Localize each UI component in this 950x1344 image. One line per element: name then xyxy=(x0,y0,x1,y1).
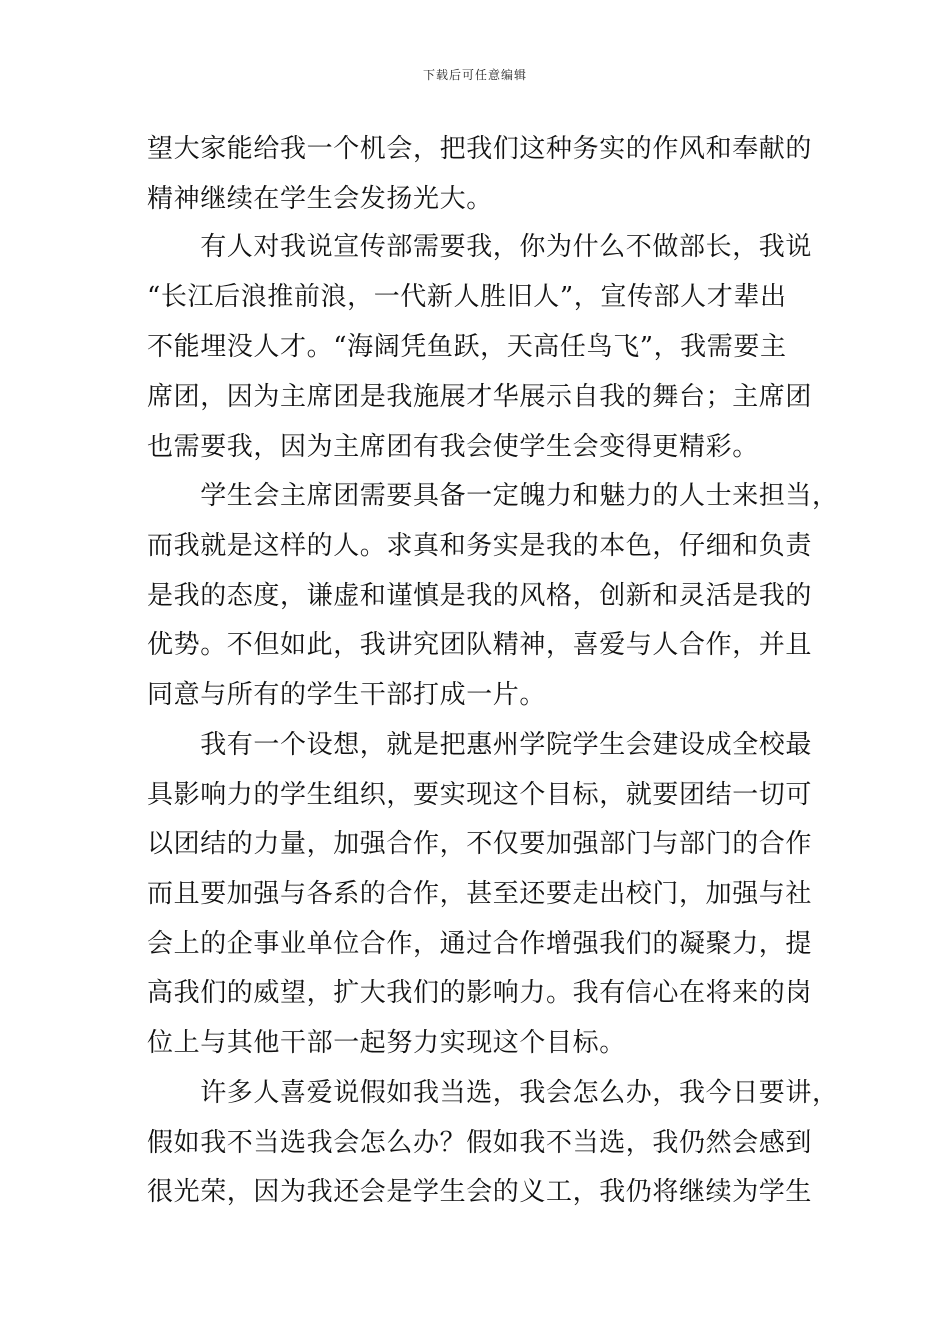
body-line: “长江后浪推前浪，一代新人胜旧人”，宣传部人才辈出 xyxy=(147,282,787,312)
body-line: 望大家能给我一个机会，把我们这种务实的作风和奉献的 xyxy=(147,134,813,164)
body-line: 位上与其他干部一起努力实现这个目标。 xyxy=(147,1028,626,1058)
body-line: 同意与所有的学生干部打成一片。 xyxy=(147,680,547,710)
body-line: 而我就是这样的人。求真和务实是我的本色，仔细和负责 xyxy=(147,531,813,561)
body-line: 是我的态度，谦虚和谨慎是我的风格，创新和灵活是我的 xyxy=(147,581,813,611)
body-line: 优势。不但如此，我讲究团队精神，喜爱与人合作，并且 xyxy=(147,630,813,660)
body-line: 高我们的威望，扩大我们的影响力。我有信心在将来的岗 xyxy=(147,978,813,1008)
body-line: 以团结的力量，加强合作，不仅要加强部门与部门的合作 xyxy=(147,829,813,859)
body-line: 具影响力的学生组织，要实现这个目标，就要团结一切可 xyxy=(147,780,813,810)
body-line: 会上的企事业单位合作，通过合作增强我们的凝聚力，提 xyxy=(147,929,813,959)
body-line: 有人对我说宣传部需要我，你为什么不做部长，我说 xyxy=(147,232,813,262)
body-line: 也需要我，因为主席团有我会使学生会变得更精彩。 xyxy=(147,432,759,462)
body-line: 假如我不当选我会怎么办？假如我不当选，我仍然会感到 xyxy=(147,1128,813,1158)
body-line: 很光荣，因为我还会是学生会的义工，我仍将继续为学生 xyxy=(147,1177,813,1207)
body-line: 而且要加强与各系的合作，甚至还要走出校门，加强与社 xyxy=(147,879,813,909)
body-line: 不能埋没人才。“海阔凭鱼跃，天高任鸟飞”，我需要主 xyxy=(147,332,787,362)
body-line: 精神继续在学生会发扬光大。 xyxy=(147,184,493,214)
body-line: 许多人喜爱说假如我当选，我会怎么办，我今日要讲， xyxy=(147,1078,839,1108)
body-line: 学生会主席团需要具备一定魄力和魅力的人士来担当， xyxy=(147,481,839,511)
body-line: 我有一个设想，就是把惠州学院学生会建设成全校最 xyxy=(147,730,813,760)
header-note: 下载后可任意编辑 xyxy=(422,68,527,82)
body-line: 席团，因为主席团是我施展才华展示自我的舞台；主席团 xyxy=(147,382,813,412)
